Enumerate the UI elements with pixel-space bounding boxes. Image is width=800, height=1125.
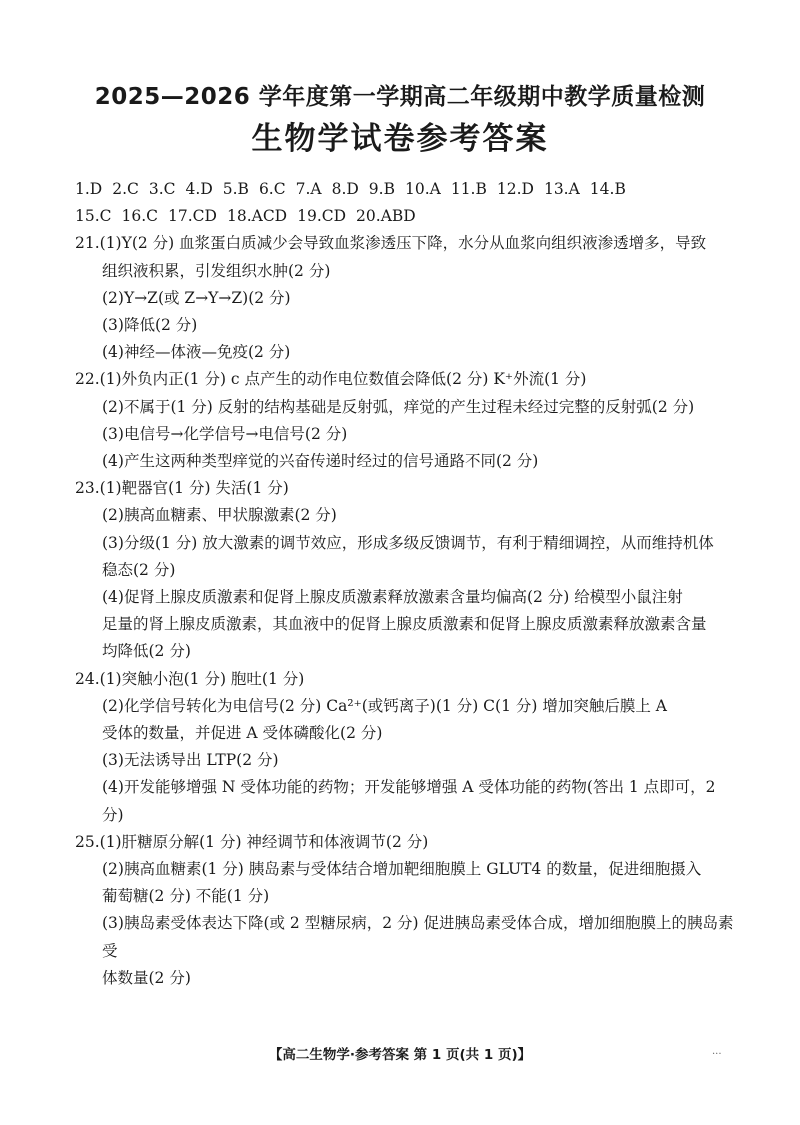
mc-answer: 2.C [112, 180, 139, 198]
page-footer: 【高二生物学·参考答案 第 1 页(共 1 页)】 [268, 1047, 532, 1063]
mc-answers-row-1 [75, 176, 735, 203]
mc-answer: 13.A [543, 180, 580, 198]
mc-answer: 11.B [450, 180, 487, 198]
corner-mark: ... [712, 1046, 722, 1057]
mc-answer: 15.C [75, 207, 112, 226]
mc-answer: 14.B [589, 180, 626, 198]
answer-line: 组织液积累，引发组织水肿(2 分) [102, 261, 331, 280]
mc-answer: 7.A [295, 180, 322, 198]
answer-line: (4)开发能够增强 N 受体功能的药物；开发能够增强 A 受体功能的药物(答出 1 点即可，2 分) [102, 778, 716, 824]
answer-content [75, 176, 735, 992]
mc-answers-row-2 [75, 203, 735, 230]
mc-answer: 19.CD [297, 207, 347, 226]
answer-line: 22.(1)外负内正(1 分) c 点产生的动作电位数值会降低(2 分) K⁺外流(1 分) [75, 370, 587, 389]
answer-line: 23.(1)靶器官(1 分) 失活(1 分) [75, 479, 289, 498]
answer-line: 足量的肾上腺皮质激素，其血液中的促肾上腺皮质激素和促肾上腺皮质激素释放激素含量 [102, 615, 707, 634]
answer-line: 24.(1)突触小泡(1 分) 胞吐(1 分) [75, 669, 305, 688]
answer-line: (4)产生这两种类型痒觉的兴奋传递时经过的信号通路不同(2 分) [102, 452, 539, 471]
answer-line: (2)化学信号转化为电信号(2 分) Ca²⁺(或钙离子)(1 分) C(1 分) 增加突触后膜上 A [102, 696, 667, 715]
mc-answer: 3.C [148, 180, 176, 198]
exam-title: 2025—2026 学年度第一学期高二年级期中教学质量检测 [94, 84, 706, 110]
answer-line: (2)不属于(1 分) 反射的结构基础是反射弧，痒觉的产生过程未经过完整的反射弧(2 分) [102, 397, 695, 416]
answer-line: (2)胰高血糖素(1 分) 胰岛素与受体结合增加靶细胞膜上 GLUT4 的数量，促进细胞摄入 [102, 860, 702, 879]
question-22 [75, 366, 735, 475]
answer-line: (4)神经—体液—免疫(2 分) [102, 343, 291, 362]
answer-line: 受体的数量，并促进 A 受体磷酸化(2 分) [102, 724, 383, 743]
mc-answer: 6.C [258, 180, 286, 198]
answer-line: (3)电信号→化学信号→电信号(2 分) [102, 424, 348, 443]
document-title: 生物学试卷参考答案 [251, 121, 549, 157]
answer-line: 25.(1)肝糖原分解(1 分) 神经调节和体液调节(2 分) [75, 832, 429, 851]
question-23 [75, 475, 735, 665]
mc-answer: 18.ACD [226, 207, 288, 226]
answer-line: (3)无法诱导出 LTP(2 分) [102, 751, 279, 770]
mc-answer: 20.ABD [356, 207, 416, 226]
answer-line: 均降低(2 分) [102, 642, 191, 661]
question-25 [75, 829, 735, 992]
answer-line: (3)胰岛素受体表达下降(或 2 型糖尿病，2 分) 促进胰岛素受体合成，增加细胞膜上的胰岛素受 [102, 914, 734, 960]
question-24 [75, 666, 735, 829]
mc-answer: 9.B [368, 180, 395, 198]
mc-answer: 16.C [121, 207, 159, 226]
answer-line: (3)分级(1 分) 放大激素的调节效应，形成多级反馈调节，有利于精细调控，从而维持机体 [102, 533, 714, 552]
answer-line: (2)胰高血糖素、甲状腺激素(2 分) [102, 506, 337, 525]
mc-answer: 5.B [222, 180, 249, 198]
answer-line: 21.(1)Y(2 分) 血浆蛋白质减少会导致血浆渗透压下降，水分从血浆向组织液渗透增多，导致 [75, 234, 707, 253]
answer-line: 体数量(2 分) [102, 968, 191, 987]
question-21 [75, 230, 735, 366]
mc-answer: 8.D [331, 180, 359, 198]
mc-answer: 10.A [404, 180, 441, 198]
mc-answer: 12.D [496, 180, 534, 198]
mc-answer: 4.D [185, 180, 213, 198]
answer-line: 葡萄糖(2 分) 不能(1 分) [102, 887, 270, 906]
mc-answer: 1.D [75, 180, 103, 198]
answer-line: (3)降低(2 分) [102, 316, 198, 335]
answer-line: 稳态(2 分) [102, 560, 176, 579]
mc-answer: 17.CD [168, 207, 217, 226]
answer-line: (4)促肾上腺皮质激素和促肾上腺皮质激素释放激素含量均偏高(2 分) 给模型小鼠注射 [102, 588, 683, 607]
answer-line: (2)Y→Z(或 Z→Y→Z)(2 分) [102, 288, 291, 307]
